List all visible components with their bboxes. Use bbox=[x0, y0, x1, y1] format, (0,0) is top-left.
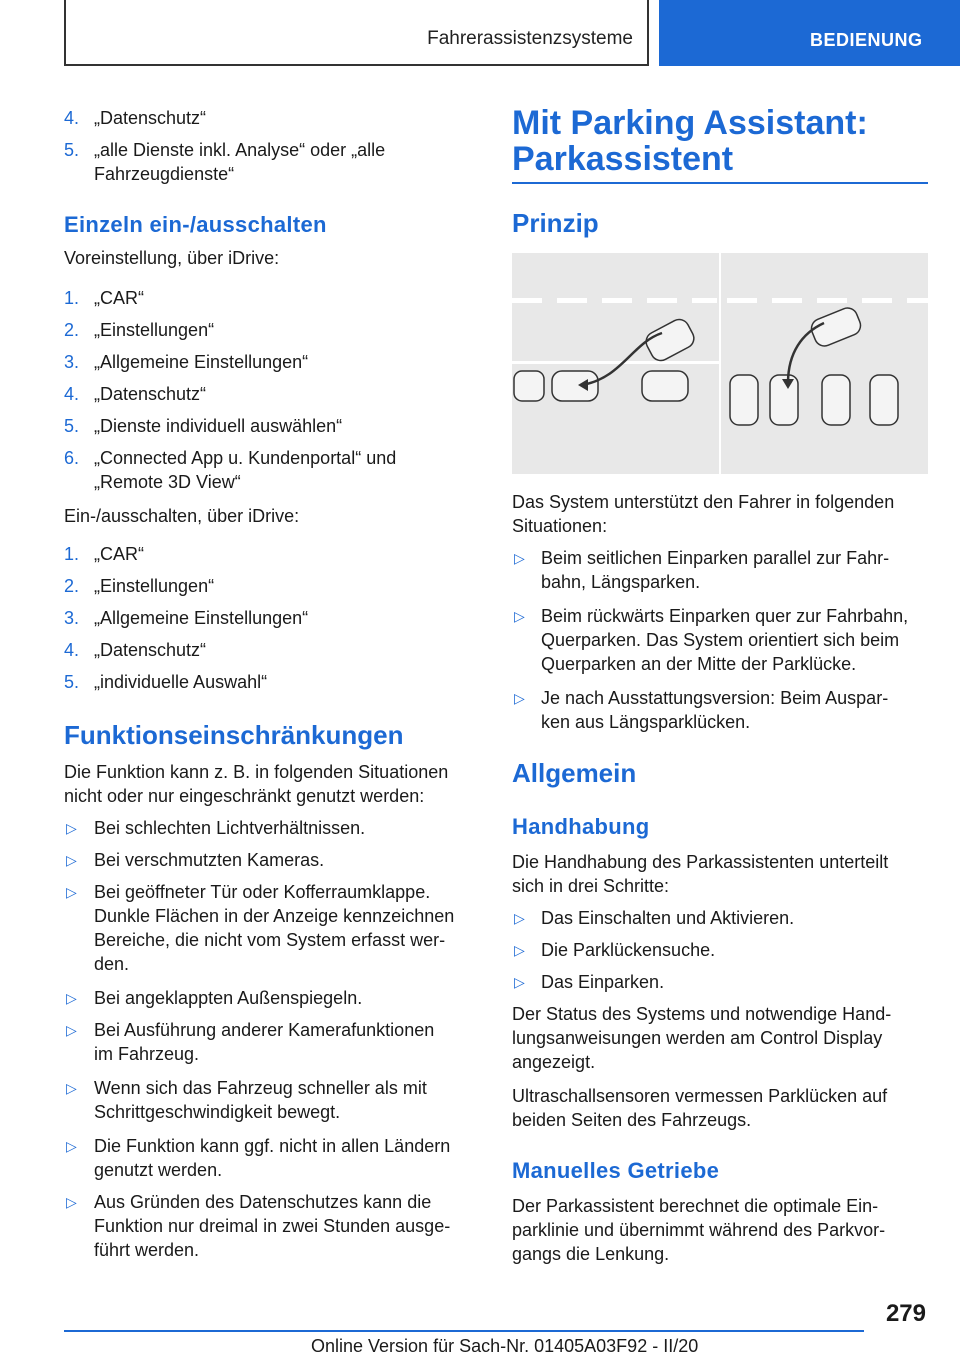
bullet-text: Das Einschalten und Aktivieren. bbox=[541, 908, 795, 928]
bullet-text: Bei verschmutzten Kameras. bbox=[94, 850, 325, 870]
list-item: „Allgemeine Einstellungen“ bbox=[94, 352, 309, 372]
list-item: „Datenschutz“ bbox=[94, 384, 207, 404]
bullet-text-cont: Querparken an der Mitte der Parklücke. bbox=[541, 654, 857, 674]
paragraph: Ultraschallsensoren vermessen Parklücken auf bbox=[512, 1086, 888, 1106]
list-number: 2. bbox=[64, 576, 80, 596]
list-item: „Allgemeine Einstellungen“ bbox=[94, 608, 309, 628]
header-chapter-box bbox=[659, 0, 960, 66]
bullet-text: Die Parklückensuche. bbox=[541, 940, 716, 960]
main-heading-line1: Mit Parking Assistant: bbox=[512, 104, 868, 142]
triangle-bullet-icon: ▷ bbox=[514, 550, 525, 566]
list-number: 3. bbox=[64, 352, 80, 372]
list-item: „individuelle Auswahl“ bbox=[94, 672, 268, 692]
parking-illustration bbox=[512, 253, 928, 474]
heading-einzeln: Einzeln ein-/ausschalten bbox=[64, 212, 327, 237]
triangle-bullet-icon: ▷ bbox=[514, 974, 525, 990]
list-number: 5. bbox=[64, 672, 80, 692]
bullet-text: Bei geöffneter Tür oder Kofferraumklappe. bbox=[94, 882, 431, 902]
bullet-text-cont: Schrittgeschwindigkeit bewegt. bbox=[94, 1102, 341, 1122]
triangle-bullet-icon: ▷ bbox=[514, 910, 525, 926]
list-number: 4. bbox=[64, 640, 80, 660]
heading-rule bbox=[512, 182, 928, 184]
bullet-text: Aus Gründen des Datenschutzes kann die bbox=[94, 1192, 432, 1212]
bullet-text: Bei Ausführung anderer Kamerafunktionen bbox=[94, 1020, 435, 1040]
paragraph: Ein-/ausschalten, über iDrive: bbox=[64, 506, 300, 526]
bullet-text: Bei angeklappten Außenspiegeln. bbox=[94, 988, 363, 1008]
page-number: 279 bbox=[885, 1300, 926, 1327]
bullet-text-cont: den. bbox=[94, 954, 130, 974]
triangle-bullet-icon: ▷ bbox=[66, 852, 77, 868]
triangle-bullet-icon: ▷ bbox=[66, 820, 77, 836]
bullet-text: Wenn sich das Fahrzeug schneller als mit bbox=[94, 1078, 427, 1098]
bullet-text-cont: im Fahrzeug. bbox=[94, 1044, 200, 1064]
triangle-bullet-icon: ▷ bbox=[66, 990, 77, 1006]
paragraph: Das System unterstützt den Fahrer in folgenden bbox=[512, 492, 895, 512]
list-number: 1. bbox=[64, 544, 80, 564]
bullet-text-cont: ken aus Längsparklücken. bbox=[541, 712, 751, 732]
heading-allgemein: Allgemein bbox=[512, 758, 637, 788]
header-section-title: Fahrerassistenzsysteme bbox=[427, 28, 633, 49]
list-item: „CAR“ bbox=[94, 288, 144, 308]
list-item: „Einstellungen“ bbox=[94, 576, 215, 596]
paragraph: nicht oder nur eingeschränkt genutzt werden: bbox=[64, 786, 425, 806]
paragraph: Der Parkassistent berechnet die optimale Ein- bbox=[512, 1196, 879, 1216]
bullet-text: Das Einparken. bbox=[541, 972, 665, 992]
bullet-text: Bei schlechten Lichtverhältnissen. bbox=[94, 818, 366, 838]
list-number: 2. bbox=[64, 320, 80, 340]
list-number: 5. bbox=[64, 416, 80, 436]
paragraph: Voreinstellung, über iDrive: bbox=[64, 248, 280, 268]
paragraph: gangs die Lenkung. bbox=[512, 1244, 670, 1264]
triangle-bullet-icon: ▷ bbox=[66, 884, 77, 900]
list-item: „Datenschutz“ bbox=[94, 108, 207, 128]
parking-diagram-icon bbox=[512, 253, 928, 474]
triangle-bullet-icon: ▷ bbox=[514, 942, 525, 958]
bullet-text-cont: bahn, Längsparken. bbox=[541, 572, 701, 592]
list-item-cont: Fahrzeugdienste“ bbox=[94, 164, 235, 184]
list-number: 3. bbox=[64, 608, 80, 628]
bullet-text: Die Funktion kann ggf. nicht in allen Ländern bbox=[94, 1136, 451, 1156]
list-number: 5. bbox=[64, 140, 80, 160]
list-item: „alle Dienste inkl. Analyse“ oder „alle bbox=[94, 140, 386, 160]
header-chapter-title: BEDIENUNG bbox=[810, 30, 923, 50]
triangle-bullet-icon: ▷ bbox=[66, 1022, 77, 1038]
bullet-text: Beim rückwärts Einparken quer zur Fahrbahn, bbox=[541, 606, 909, 626]
list-item: „Connected App u. Kundenportal“ und bbox=[94, 448, 397, 468]
list-item-cont: „Remote 3D View“ bbox=[94, 472, 241, 492]
bullet-text-cont: Querparken. Das System orientiert sich beim bbox=[541, 630, 900, 650]
bullet-text-cont: Dunkle Flächen in der Anzeige kennzeichnen bbox=[94, 906, 455, 926]
heading-funktion: Funktionseinschränkungen bbox=[64, 720, 404, 750]
triangle-bullet-icon: ▷ bbox=[66, 1138, 77, 1154]
bullet-text: Je nach Ausstattungsversion: Beim Auspar- bbox=[541, 688, 889, 708]
triangle-bullet-icon: ▷ bbox=[66, 1194, 77, 1210]
bullet-text-cont: führt werden. bbox=[94, 1240, 200, 1260]
list-item: „Einstellungen“ bbox=[94, 320, 215, 340]
list-number: 4. bbox=[64, 108, 80, 128]
main-heading-line2: Parkassistent bbox=[512, 140, 734, 178]
bullet-text-cont: Bereiche, die nicht vom System erfasst wer- bbox=[94, 930, 446, 950]
triangle-bullet-icon: ▷ bbox=[66, 1080, 77, 1096]
list-item: „Datenschutz“ bbox=[94, 640, 207, 660]
list-item: „CAR“ bbox=[94, 544, 144, 564]
paragraph: Die Funktion kann z. B. in folgenden Situationen bbox=[64, 762, 449, 782]
paragraph: beiden Seiten des Fahrzeugs. bbox=[512, 1110, 752, 1130]
bullet-text: Beim seitlichen Einparken parallel zur Fahr- bbox=[541, 548, 890, 568]
paragraph: Situationen: bbox=[512, 516, 608, 536]
paragraph: parklinie und übernimmt während des Parkvor- bbox=[512, 1220, 886, 1240]
paragraph: angezeigt. bbox=[512, 1052, 596, 1072]
bullet-text-cont: genutzt werden. bbox=[94, 1160, 223, 1180]
heading-manuell: Manuelles Getriebe bbox=[512, 1158, 720, 1183]
heading-prinzip: Prinzip bbox=[512, 208, 599, 238]
paragraph: Der Status des Systems und notwendige Hand- bbox=[512, 1004, 892, 1024]
paragraph: Die Handhabung des Parkassistenten unterteilt bbox=[512, 852, 889, 872]
heading-handhabung: Handhabung bbox=[512, 814, 650, 839]
list-item: „Dienste individuell auswählen“ bbox=[94, 416, 343, 436]
triangle-bullet-icon: ▷ bbox=[514, 690, 525, 706]
header-section-box bbox=[64, 0, 649, 66]
paragraph: sich in drei Schritte: bbox=[512, 876, 670, 896]
paragraph: lungsanweisungen werden am Control Display bbox=[512, 1028, 883, 1048]
list-number: 4. bbox=[64, 384, 80, 404]
footer-rule bbox=[64, 1330, 864, 1332]
list-number: 6. bbox=[64, 448, 80, 468]
bullet-text-cont: Funktion nur dreimal in zwei Stunden ausge- bbox=[94, 1216, 451, 1236]
list-number: 1. bbox=[64, 288, 80, 308]
footer-online-version: Online Version für Sach-Nr. 01405A03F92 - II/20 bbox=[311, 1336, 699, 1356]
triangle-bullet-icon: ▷ bbox=[514, 608, 525, 624]
